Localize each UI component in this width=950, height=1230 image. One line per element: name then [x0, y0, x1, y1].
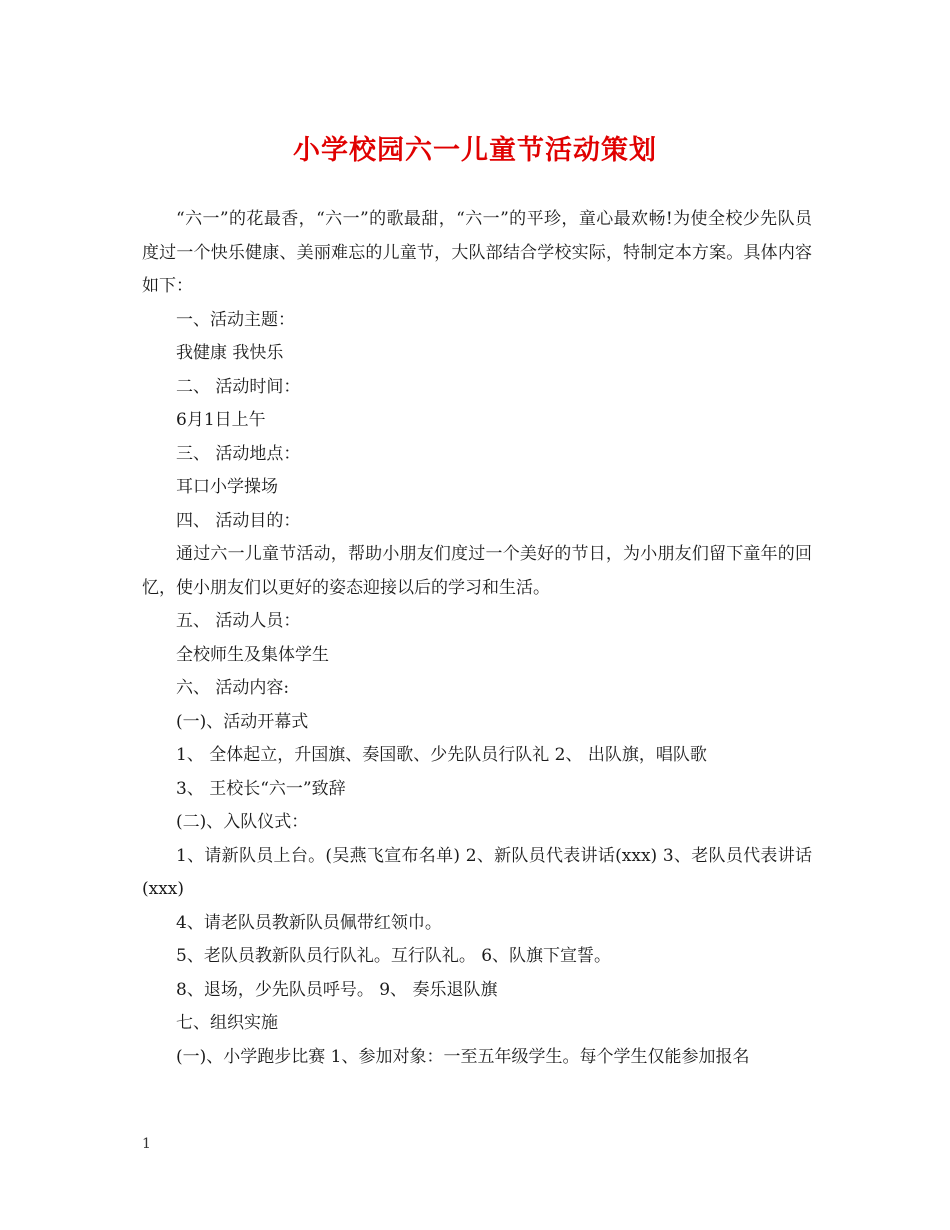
paragraph-intro: “六一”的花最香，“六一”的歌最甜，“六一”的平珍，童心最欢畅!为使全校少先队员度过一个快乐健康、美丽难忘的儿童节，大队部结合学校实际，特制定本方案。具体内容如下：: [142, 209, 812, 296]
heading-theme: 一、活动主题：: [176, 309, 295, 330]
heading-participants: 五、 活动人员：: [176, 611, 301, 631]
heading-location: 三、 活动地点：: [176, 443, 301, 464]
paragraph-theme: 我健康 我快乐: [176, 343, 284, 363]
subheading-ceremony: (二)、入队仪式：: [176, 812, 309, 832]
paragraph-participants: 全校师生及集体学生: [176, 644, 329, 665]
heading-time: 二、 活动时间：: [176, 376, 301, 397]
heading-purpose: 四、 活动目的：: [176, 510, 301, 531]
document-body: [142, 203, 812, 1074]
page-number: 1: [142, 1136, 151, 1152]
paragraph-time: 6月1日上午: [176, 410, 266, 430]
heading-content: 六、 活动内容:: [176, 678, 290, 698]
document-title: 小学校园六一儿童节活动策划: [293, 135, 657, 166]
list-item: 8、退场，少先队员呼号。 9、 奏乐退队旗: [176, 979, 498, 1000]
paragraph-purpose: 通过六一儿童节活动，帮助小朋友们度过一个美好的节日，为小朋友们留下童年的回忆，使小朋友们以更好的姿态迎接以后的学习和生活。: [142, 544, 812, 598]
heading-implementation: 七、组织实施: [176, 1013, 278, 1033]
list-item: 3、 王校长“六一”致辞: [176, 778, 346, 799]
list-item: 1、 全体起立，升国旗、奏国歌、少先队员行队礼 2、 出队旗，唱队歌: [176, 745, 707, 765]
list-item: 4、请老队员教新队员佩带红领巾。: [176, 912, 442, 933]
paragraph-race: (一)、小学跑步比赛 1、参加对象：一至五年级学生。每个学生仅能参加报名: [176, 1046, 750, 1067]
list-item: 5、老队员教新队员行队礼。互行队礼。 6、队旗下宣誓。: [176, 946, 612, 966]
subheading-opening: (一)、活动开幕式: [176, 711, 309, 732]
paragraph-location: 耳口小学操场: [176, 477, 278, 497]
list-item: 1、请新队员上台。(吴燕飞宣布名单) 2、新队员代表讲话(xxx) 3、老队员代表讲话(xxx): [142, 845, 812, 899]
